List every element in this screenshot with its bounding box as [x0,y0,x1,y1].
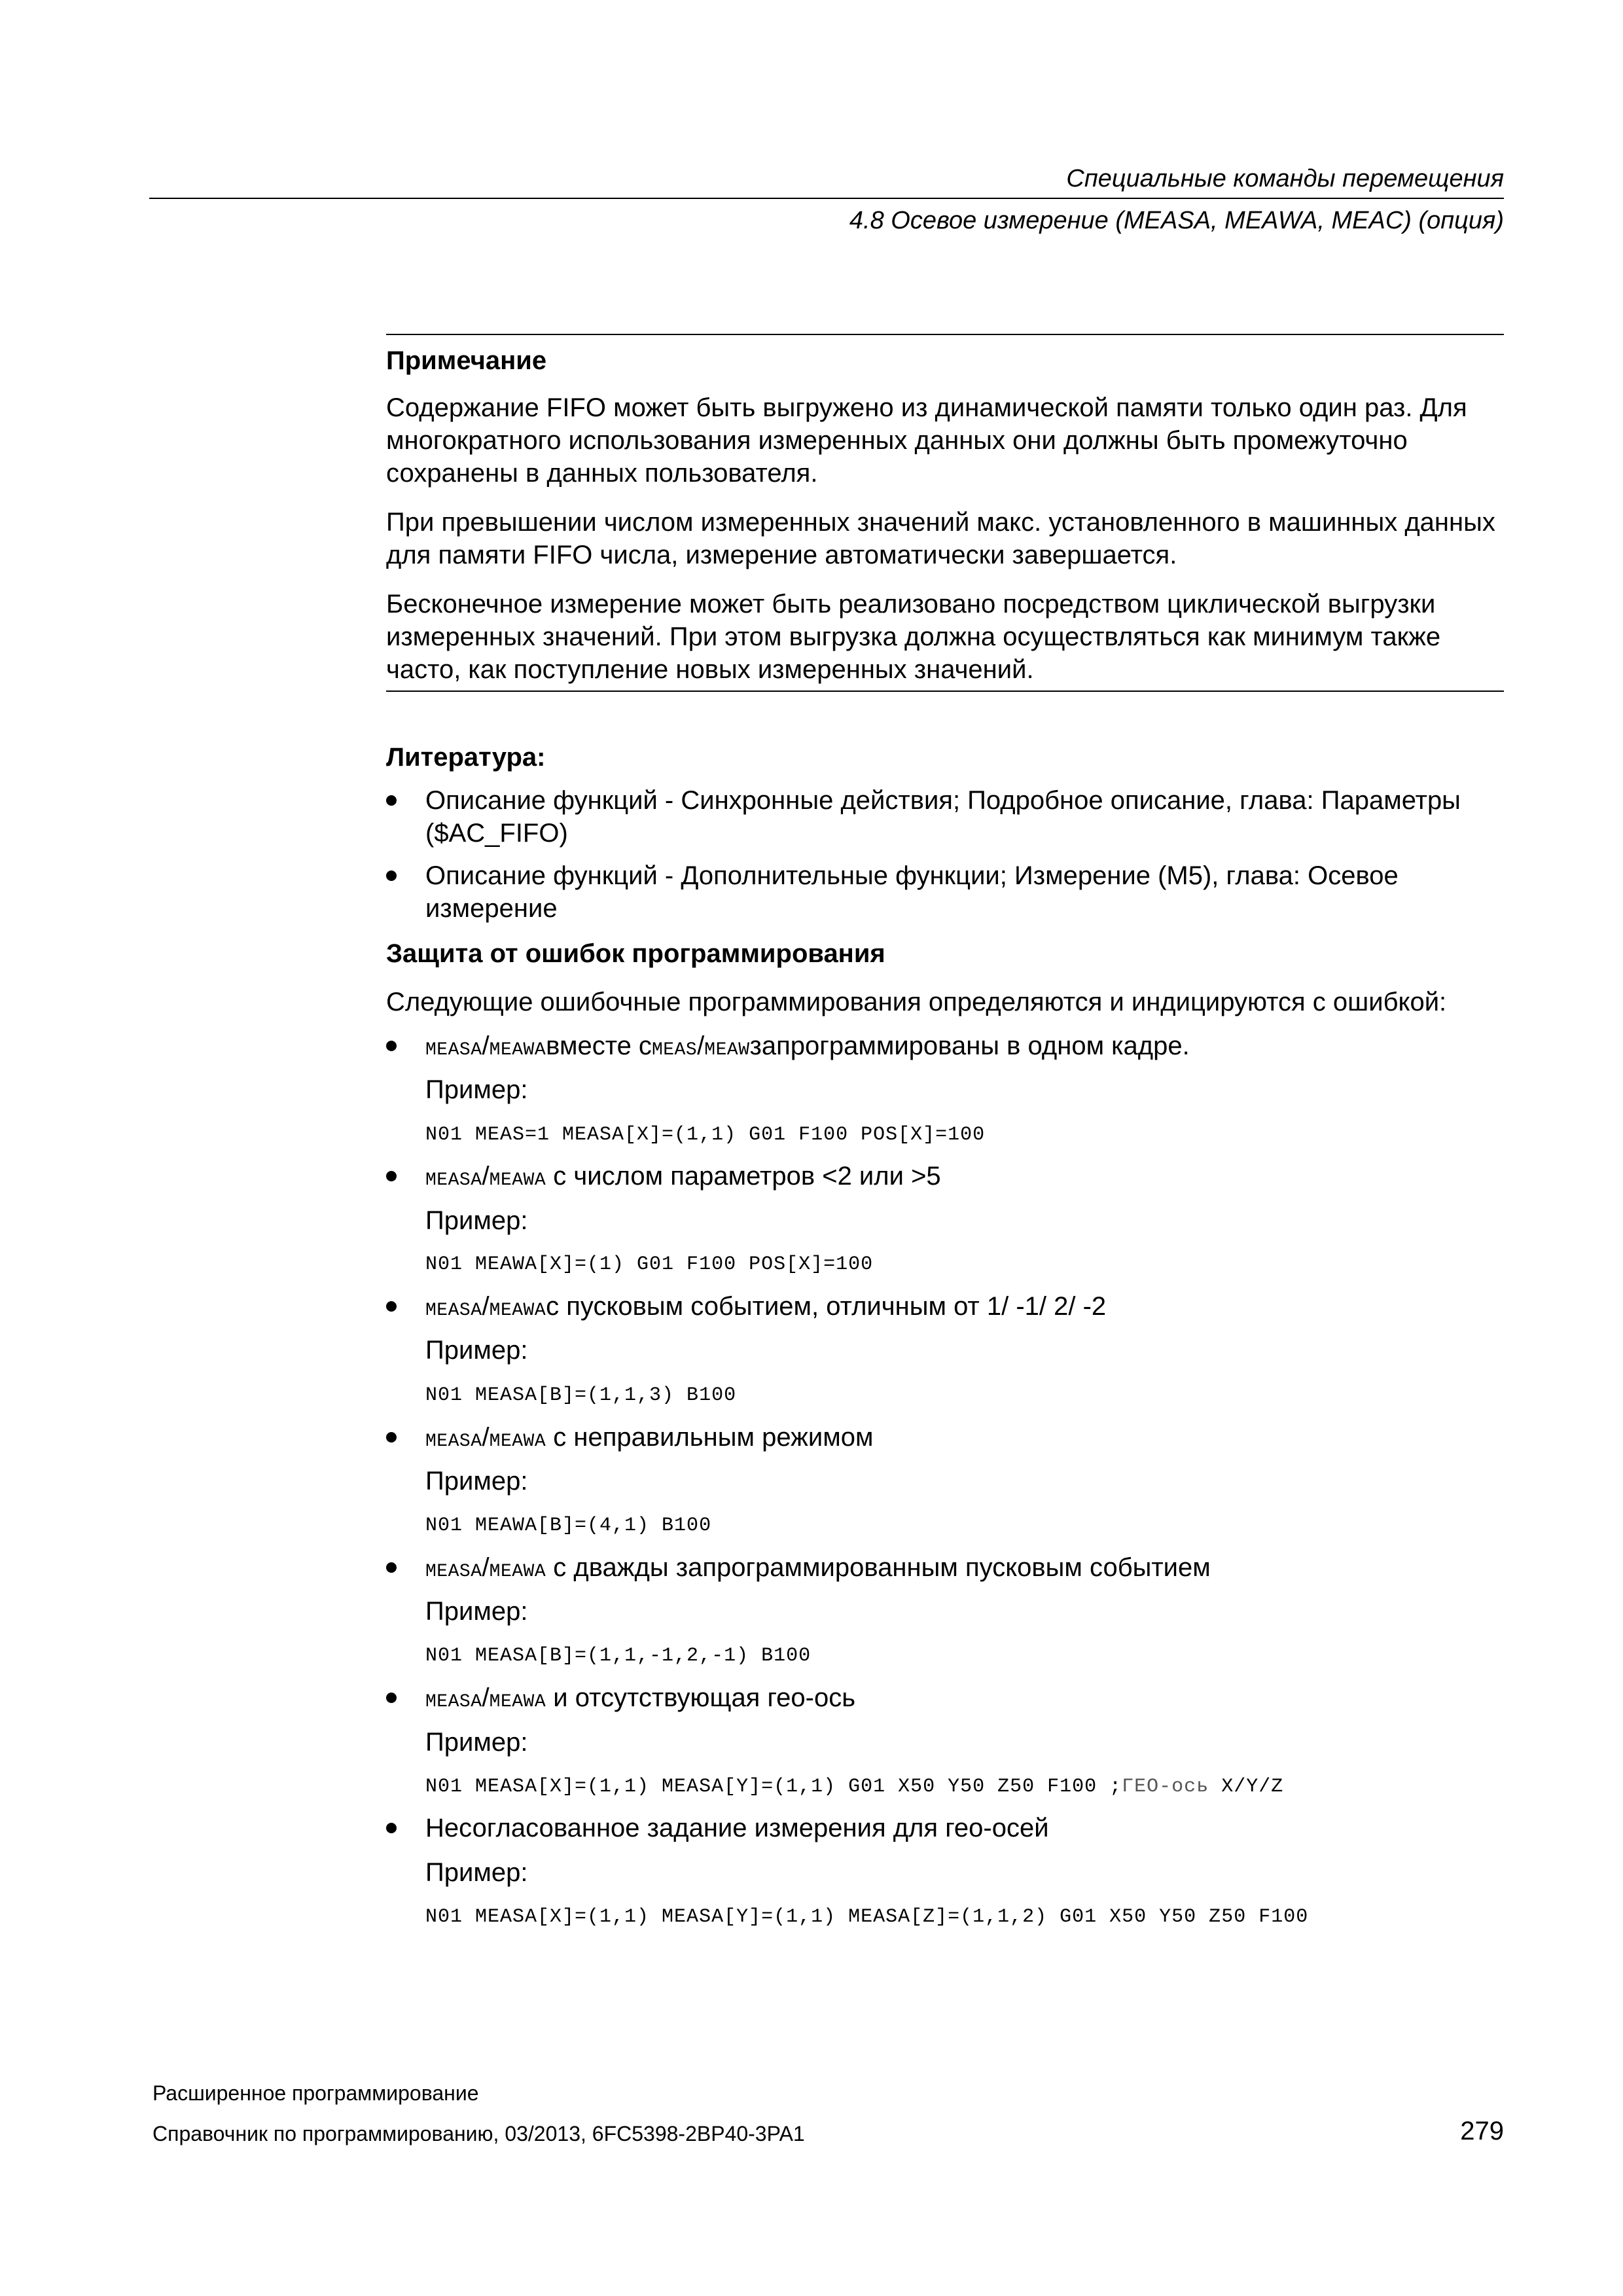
slash: / [482,1553,490,1582]
literature-item-text: Описание функций - Синхронные действия; Подробное описание, глава: Параметры ($AC_FIFO) [425,786,1461,848]
section-title: 4.8 Осевое измерение (MEASA, MEAWA, MEAC) (опция) [849,207,1504,234]
code-text: X/Y/Z [1209,1776,1284,1798]
bullet-icon [386,1432,397,1443]
error-item-text [425,1421,1512,1458]
command-keyword: MEASA [425,1692,482,1712]
slash: / [482,1423,490,1452]
example-label: Пример: [425,1206,528,1235]
error-item-desc: с числом параметров <2 или >5 [546,1162,941,1191]
command-keyword: MEAWA [489,1040,546,1060]
error-item-desc: с неправильным режимом [546,1423,874,1452]
error-item-desc: с пусковым событием, отличным от 1/ -1/ 2/ -2 [546,1292,1107,1321]
literature-item-text: Описание функций - Дополнительные функции; Измерение (M5), глава: Осевое измерение [425,861,1399,923]
note-paragraph-1: Содержание FIFO может быть выгружено из динамической памяти только один раз. Для многократного использования измеренных данных они должны быть промежуточно сохранены в данных пользователя. [386,393,1467,488]
error-item-text [425,1030,1512,1067]
slash: / [482,1683,490,1712]
example-label: Пример: [425,1336,528,1365]
code-example: N01 MEAS=1 MEASA[X]=(1,1) G01 F100 POS[X]=100 [425,1124,986,1146]
command-keyword: MEASA [425,1040,482,1060]
error-item-desc: вместе с [546,1031,652,1060]
literature-title: Литература: [386,743,546,772]
chapter-title: Специальные команды перемещения [1066,165,1504,192]
page-number: 279 [1460,2117,1504,2145]
code-text: N01 MEASA[X]=(1,1) MEASA[Y]=(1,1) G01 X50 Y50 Z50 F100 ; [425,1776,1122,1798]
error-item-desc: с дважды запрограммированным пусковым событием [546,1553,1211,1582]
slash: / [482,1292,490,1321]
error-item-text: Несогласованное задание измерения для гео-осей [425,1814,1049,1842]
error-item-desc: запрограммированы в одном кадре. [749,1031,1190,1060]
error-item-text [425,1681,1512,1719]
footer-reference: Справочник по программированию, 03/2013, 6FC5398-2BP40-3PA1 [152,2122,805,2145]
code-example: N01 MEASA[B]=(1,1,3) B100 [425,1384,737,1407]
code-example: N01 MEAWA[X]=(1) G01 F100 POS[X]=100 [425,1253,874,1276]
code-example [425,1776,1283,1798]
command-keyword: MEASA [425,1300,482,1321]
command-keyword: MEASA [425,1170,482,1191]
bullet-icon [386,1562,397,1573]
bullet-icon [386,870,397,881]
bullet-icon [386,1823,397,1833]
command-keyword: MEAWA [489,1692,546,1712]
note-paragraph-2: При превышении числом измеренных значений макс. установленного в машинных данных для памяти FIFO числа, измерение автоматически завершается. [386,508,1495,569]
command-keyword: MEASA [425,1562,482,1582]
command-keyword: MEASA [425,1431,482,1452]
command-keyword: MEAW [704,1040,750,1060]
command-keyword: MEAWA [489,1170,546,1191]
command-keyword: MEAWA [489,1300,546,1321]
slash: / [482,1031,490,1060]
example-label: Пример: [425,1597,528,1626]
bullet-icon [386,795,397,806]
bullet-icon [386,1301,397,1312]
note-paragraph-3: Бесконечное измерение может быть реализовано посредством циклической выгрузки измеренных значений. При этом выгрузка должна осуществляться как минимум также часто, как поступление новых измеренных значений. [386,590,1441,684]
error-item-text [425,1290,1512,1327]
bullet-icon [386,1693,397,1703]
footer-title: Расширенное программирование [152,2081,479,2105]
note-top-rule [386,334,1504,335]
example-label: Пример: [425,1728,528,1757]
bullet-icon [386,1041,397,1051]
note-title: Примечание [386,346,547,375]
error-item-desc: и отсутствующая гео-ось [546,1683,856,1712]
error-item-text [425,1160,1512,1197]
example-label: Пример: [425,1858,528,1887]
slash: / [482,1162,490,1191]
command-keyword: MEAWA [489,1562,546,1582]
note-bottom-rule [386,691,1504,692]
example-label: Пример: [425,1075,528,1104]
bullet-icon [386,1171,397,1181]
code-example: N01 MEAWA[B]=(4,1) B100 [425,1515,712,1537]
error-item-text [425,1551,1512,1588]
protection-intro: Следующие ошибочные программирования определяются и индицируются с ошибкой: [386,988,1447,1016]
example-label: Пример: [425,1467,528,1496]
protection-title: Защита от ошибок программирования [386,939,885,968]
command-keyword: MEAWA [489,1431,546,1452]
command-keyword: MEAS [651,1040,698,1060]
code-example: N01 MEASA[X]=(1,1) MEASA[Y]=(1,1) MEASA[Z]=(1,1,2) G01 X50 Y50 Z50 F100 [425,1906,1309,1928]
code-comment: ГЕО-ось [1122,1776,1209,1798]
header-rule [149,198,1504,199]
slash: / [697,1031,705,1060]
code-example: N01 MEASA[B]=(1,1,-1,2,-1) B100 [425,1645,812,1667]
